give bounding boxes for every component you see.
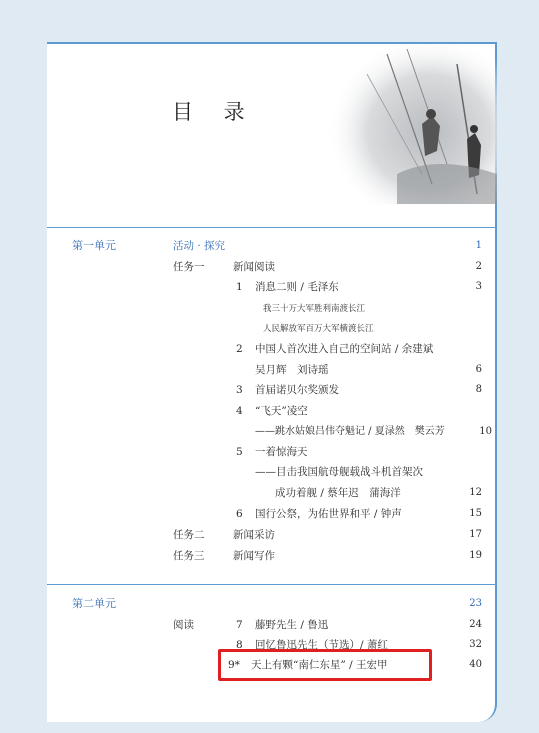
lesson-title[interactable]: 国行公祭，为佑世界和平 / 钟声: [255, 508, 402, 520]
task-2-name[interactable]: 新闻采访: [233, 529, 275, 541]
lesson-title[interactable]: “飞天”凌空: [255, 405, 308, 417]
task-3-name[interactable]: 新闻写作: [233, 550, 275, 562]
lesson-title[interactable]: 消息二则 / 毛泽东: [255, 281, 339, 293]
lesson-title[interactable]: 天上有颗“南仁东星” / 王宏甲: [251, 659, 388, 671]
page-number: 15: [469, 508, 482, 519]
lesson-number: 7: [236, 619, 243, 631]
lesson-authors-cont: 吴月辉 刘诗瑶: [255, 364, 329, 376]
page-number: 12: [469, 487, 482, 498]
lesson-number: 2: [236, 343, 243, 355]
page-number: 6: [475, 364, 482, 375]
lesson-subtitle[interactable]: ——目击我国航母舰载战斗机首架次: [255, 466, 423, 478]
page-number: 3: [475, 281, 482, 292]
task-3-label: 任务三: [173, 550, 205, 562]
highlight-box: [218, 649, 432, 681]
page-title: 目 录: [172, 100, 257, 124]
ship-photo-image: [327, 44, 497, 204]
page-number: 24: [469, 619, 482, 630]
lesson-number: 4: [236, 405, 243, 417]
lesson-title[interactable]: 回忆鲁迅先生（节选）/ 萧红: [255, 639, 388, 651]
reading-label: 阅读: [173, 619, 194, 631]
unit-1-label[interactable]: 第一单元: [72, 239, 116, 252]
toc-page: [47, 42, 497, 722]
page-number: 2: [475, 261, 482, 272]
lesson-subtitle[interactable]: 人民解放军百万大军横渡长江: [263, 324, 374, 334]
lesson-title[interactable]: 中国人首次进入自己的空间站 / 余建斌: [255, 343, 434, 355]
lesson-title[interactable]: 首届诺贝尔奖颁发: [255, 384, 339, 396]
unit-divider: [47, 584, 495, 585]
page-number: 1: [475, 240, 482, 251]
lesson-subtitle[interactable]: ——跳水姑娘吕伟夺魁记 / 夏渌然 樊云芳: [255, 426, 445, 437]
page-number: 40: [469, 659, 482, 670]
page-number: 17: [469, 529, 482, 540]
lesson-number: 8: [236, 639, 243, 651]
page-number: 19: [469, 550, 482, 561]
lesson-title[interactable]: 藤野先生 / 鲁迅: [255, 619, 329, 631]
unit-2-label[interactable]: 第二单元: [72, 597, 116, 610]
lesson-number: 6: [236, 508, 243, 520]
lesson-number: 9*: [228, 659, 240, 671]
lesson-subtitle-cont[interactable]: 成功着舰 / 蔡年迟 蒲海洋: [275, 487, 401, 499]
task-1-name[interactable]: 新闻阅读: [233, 261, 275, 273]
lesson-number: 3: [236, 384, 243, 396]
lesson-subtitle[interactable]: 我三十万大军胜利南渡长江: [263, 304, 366, 314]
task-2-label: 任务二: [173, 529, 205, 541]
lesson-number: 5: [236, 446, 243, 458]
page-number: 10: [479, 426, 492, 437]
page-number: 8: [475, 384, 482, 395]
lesson-number: 1: [236, 281, 243, 293]
activity-label[interactable]: 活动 · 探究: [173, 240, 226, 252]
unit-divider: [47, 227, 495, 228]
lesson-title[interactable]: 一着惊海天: [255, 446, 308, 458]
task-1-label: 任务一: [173, 261, 205, 273]
page-number: 32: [469, 639, 482, 650]
page-number: 23: [469, 598, 482, 609]
